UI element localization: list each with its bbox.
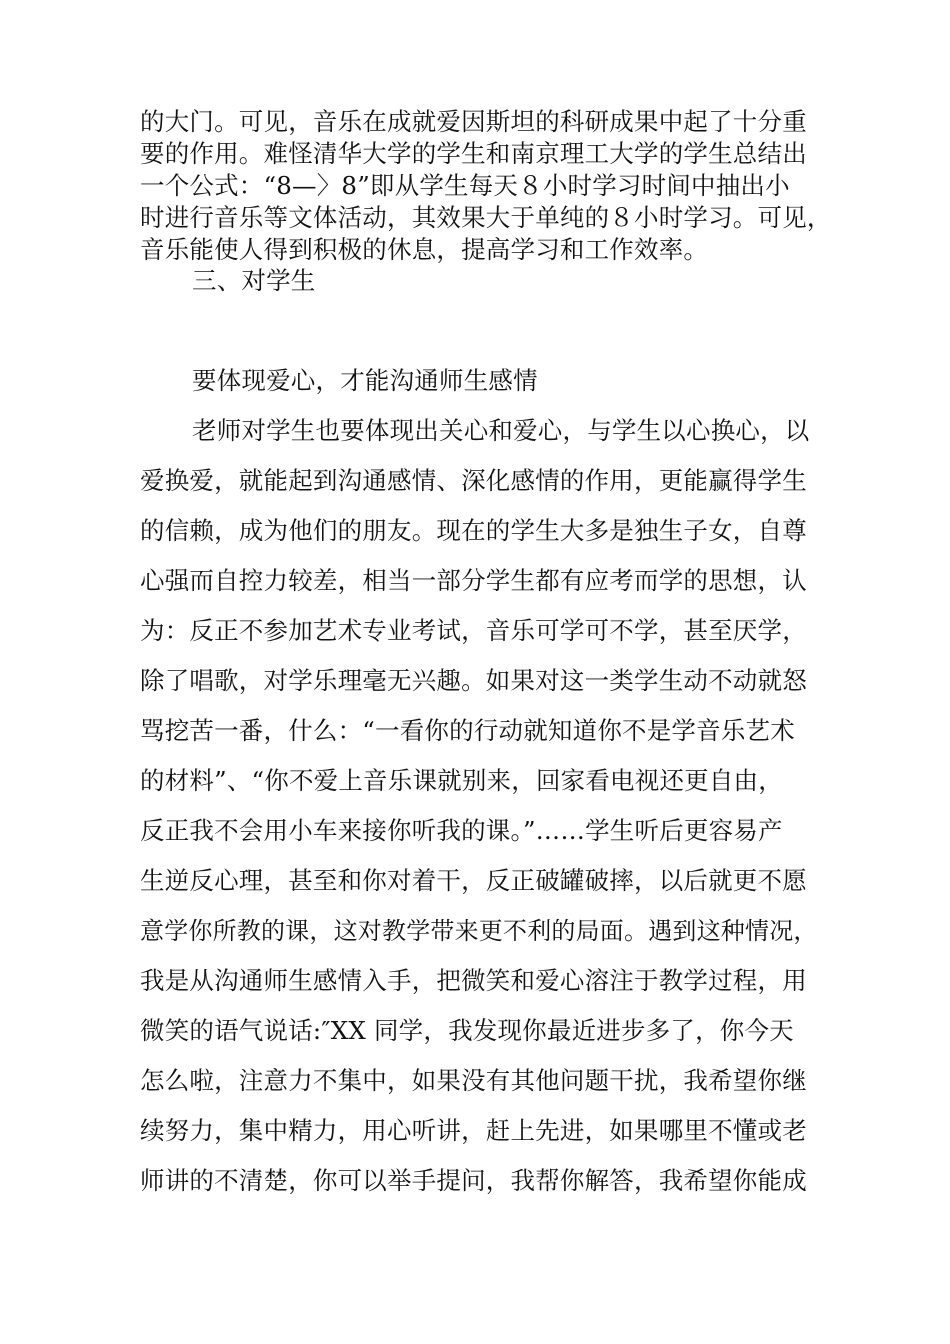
paragraph-line: 的信赖，成为他们的朋友。现在的学生大多是独生子女，自尊 xyxy=(140,516,807,545)
paragraph-line: 骂挖苦一番，什么：“一看你的行动就知道你不是学音乐艺术 xyxy=(140,716,795,745)
paragraph-line: 除了唱歌，对学乐理毫无兴趣。如果对这一类学生动不动就怒 xyxy=(140,666,807,695)
paragraph-line: 师讲的不清楚，你可以举手提问，我帮你解答，我希望你能成 xyxy=(140,1166,807,1195)
paragraph-line: 时进行音乐等文体活动，其效果大于单纯的８小时学习。可见， xyxy=(140,203,832,232)
paragraph-line: 反正我不会用小车来接你听我的课。”……学生听后更容易产 xyxy=(140,816,783,845)
paragraph-line: 心强而自控力较差，相当一部分学生都有应考而学的思想，认 xyxy=(140,566,807,595)
paragraph-line: 老师对学生也要体现出关心和爱心，与学生以心换心，以 xyxy=(192,416,810,445)
paragraph-line: 生逆反心理，甚至和你对着干，反正破罐破摔，以后就更不愿 xyxy=(140,866,807,895)
paragraph-line: 一个公式：“8—〉8”即从学生每天８小时学习时间中抽出小 xyxy=(140,171,790,200)
paragraph-line: 要的作用。难怪清华大学的学生和南京理工大学的学生总结出 xyxy=(140,139,807,168)
paragraph-line: 意学你所教的课，这对教学带来更不利的局面。遇到这种情况， xyxy=(140,917,818,945)
paragraph-line: 微笑的语气说话:″XX 同学，我发现你最近进步多了，你今天 xyxy=(140,1016,794,1045)
paragraph-line: 的大门。可见，音乐在成就爱因斯坦的科研成果中起了十分重 xyxy=(140,107,807,136)
paragraph-line: 爱换爱，就能起到沟通感情、深化感情的作用，更能赢得学生 xyxy=(140,466,807,495)
paragraph-line: 为：反正不参加艺术专业考试，音乐可学可不学，甚至厌学， xyxy=(140,616,807,645)
subheading: 要体现爱心，才能沟通师生感情 xyxy=(192,366,538,395)
paragraph-line: 我是从沟通师生感情入手，把微笑和爱心溶注于教学过程，用 xyxy=(140,966,807,995)
paragraph-line: 音乐能使人得到积极的休息，提高学习和工作效率。 xyxy=(140,235,709,264)
paragraph-line: 续努力，集中精力，用心听讲，赶上先进，如果哪里不懂或老 xyxy=(140,1116,807,1145)
section-heading: 三、对学生 xyxy=(192,266,316,295)
paragraph-line: 的材料”、“你不爱上音乐课就别来，回家看电视还更自由， xyxy=(140,766,783,795)
paragraph-line: 怎么啦，注意力不集中，如果没有其他问题干扰，我希望你继 xyxy=(140,1066,807,1095)
